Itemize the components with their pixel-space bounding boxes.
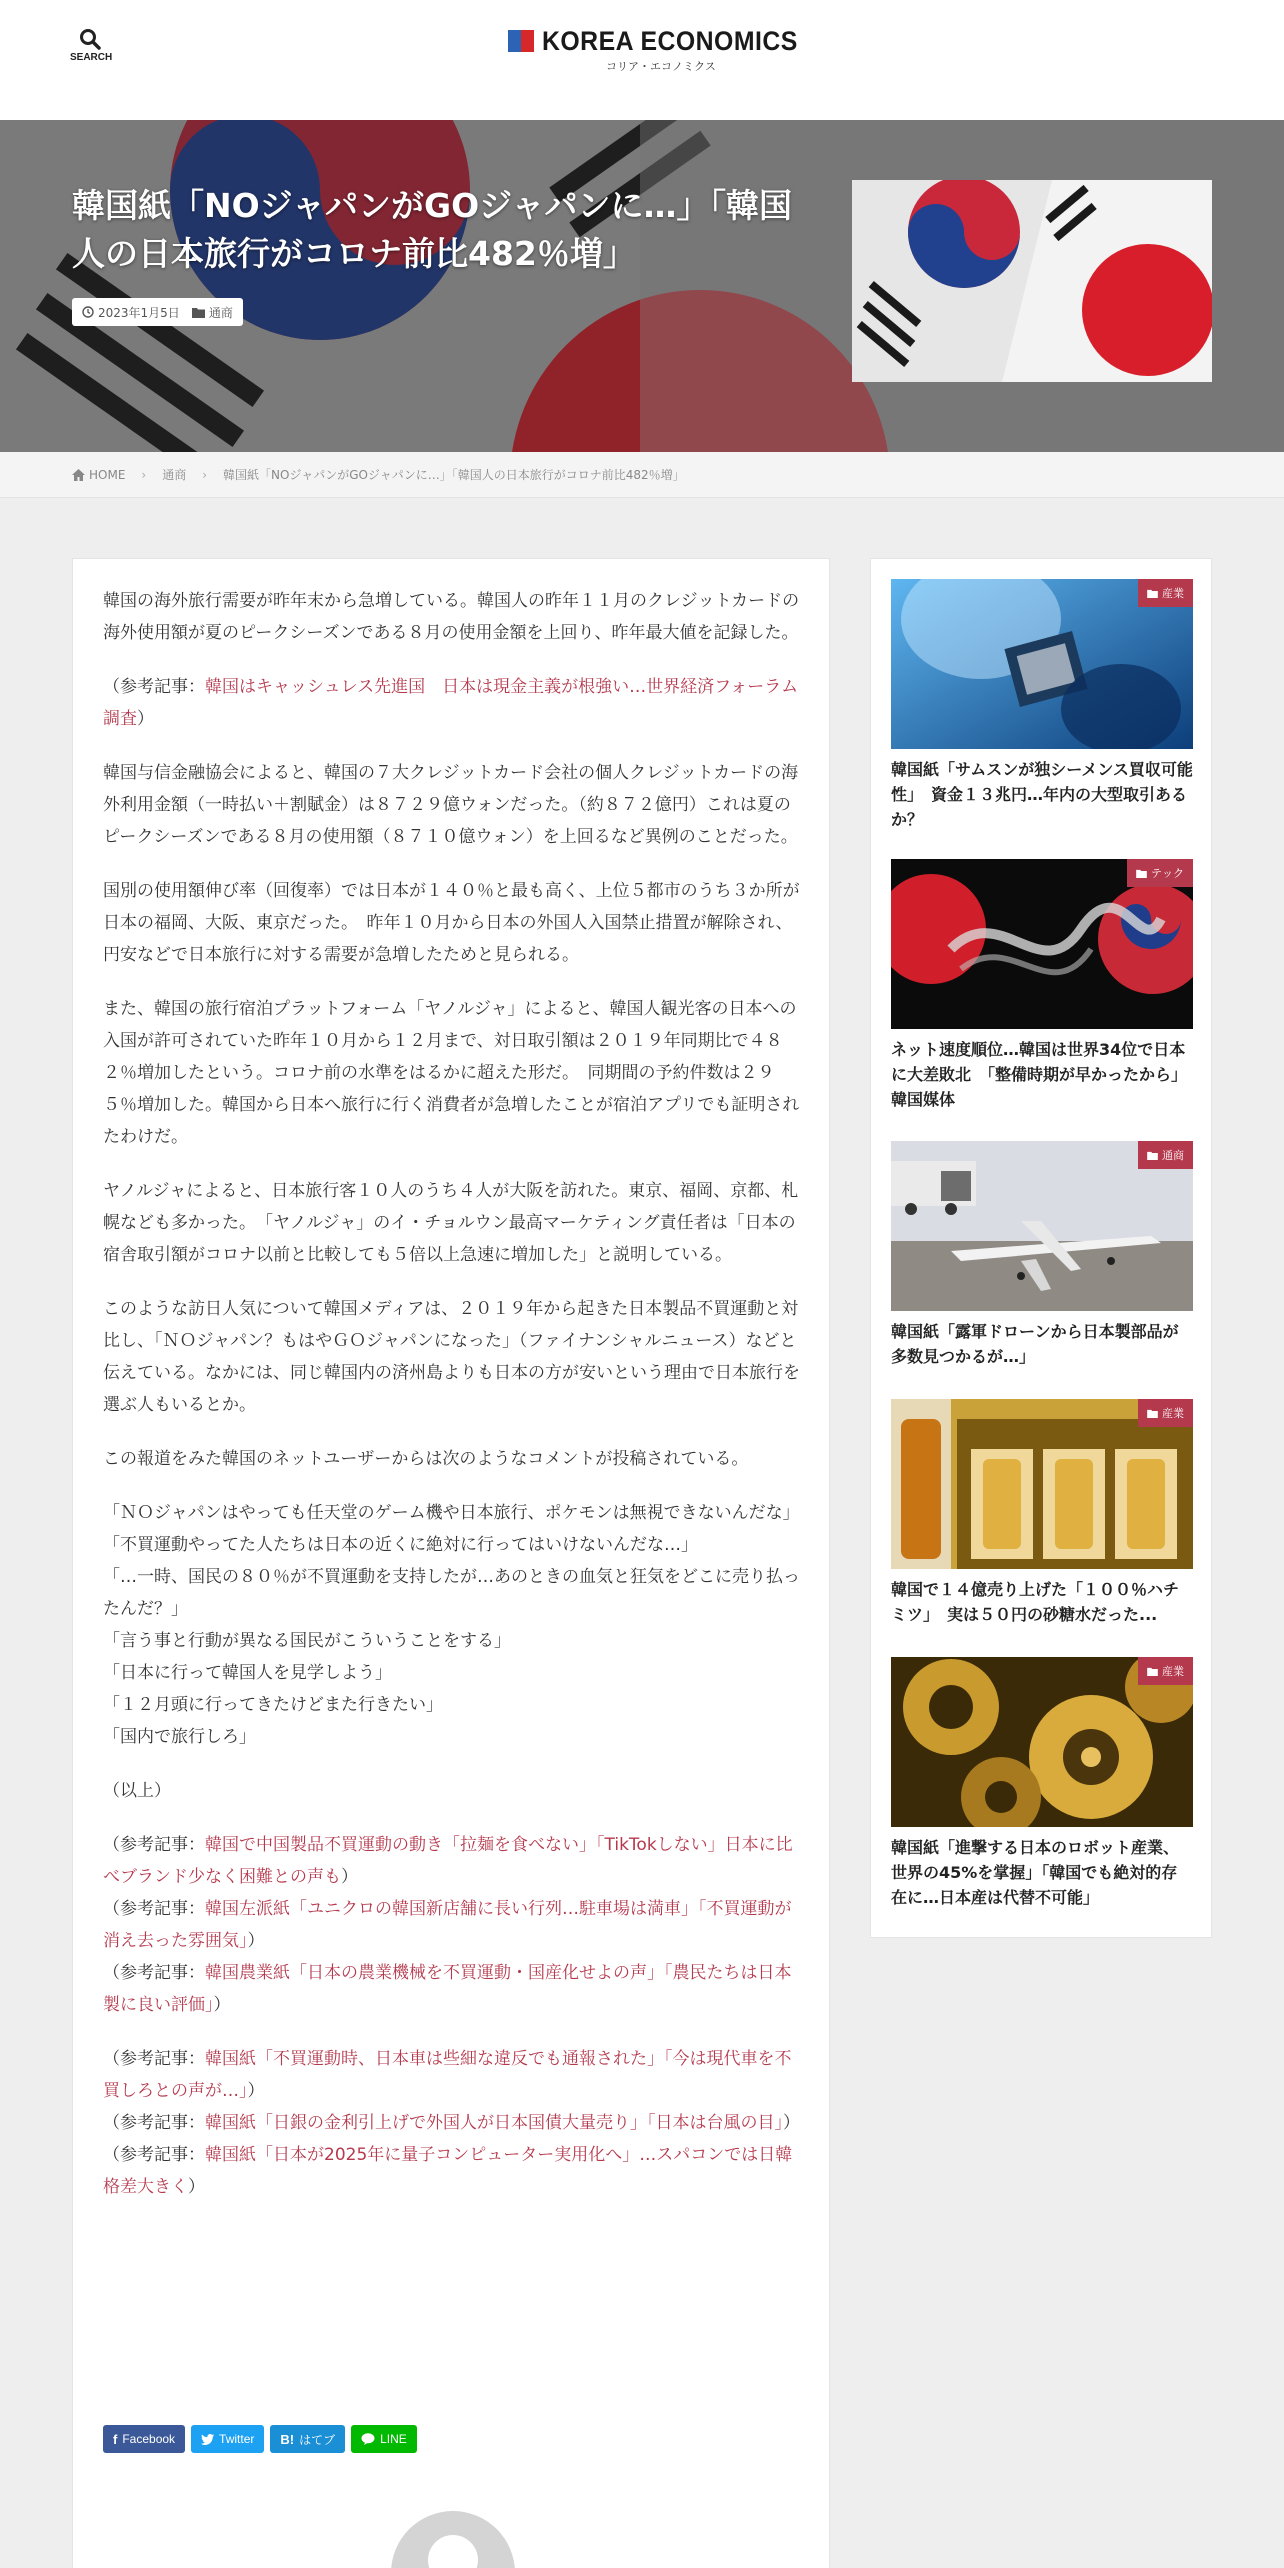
sidebar-post-card[interactable] bbox=[891, 1399, 1193, 1627]
share-line-button[interactable] bbox=[351, 2425, 417, 2453]
article-hero bbox=[0, 120, 1284, 452]
comment-list bbox=[103, 1497, 803, 1753]
ref-close: ） bbox=[247, 2081, 265, 2101]
breadcrumb-home[interactable] bbox=[72, 468, 125, 482]
logo-subtitle: コリア・エコノミクス bbox=[606, 60, 716, 73]
post-thumbnail bbox=[891, 1657, 1193, 1827]
post-tag-label: 産業 bbox=[1162, 1407, 1184, 1420]
comment-item: 「１２月頭に行ってきたけどまた行きたい」 bbox=[103, 1695, 443, 1715]
post-title[interactable]: 韓国紙「進撃する日本のロボット産業、世界の45%を掌握」「韓国でも絶対的存在に…日本産は代替不可能」 bbox=[891, 1838, 1180, 1907]
article-content bbox=[103, 585, 803, 2225]
post-title[interactable]: 韓国紙「サムスンが独シーメンス買収可能性」 資金１３兆円…年内の大型取引あるか？ bbox=[891, 760, 1193, 829]
ref-label: （参考記事： bbox=[103, 2049, 205, 2069]
comment-item: 「不買運動やってた人たちは日本の近くに絶対に行ってはいけないんだな…」 bbox=[103, 1535, 698, 1555]
share-twitter-button[interactable] bbox=[191, 2425, 264, 2453]
share-hatena-button[interactable] bbox=[270, 2425, 345, 2453]
ref-close: ） bbox=[213, 1995, 231, 2015]
folder-icon bbox=[1147, 589, 1158, 598]
home-icon bbox=[72, 469, 85, 481]
article-thumbnail bbox=[852, 180, 1212, 382]
share-line-label: LINE bbox=[380, 2432, 407, 2446]
ref-label: （参考記事： bbox=[103, 1835, 205, 1855]
share-buttons bbox=[103, 2425, 417, 2453]
chevron-right-icon: › bbox=[141, 467, 147, 482]
post-thumbnail bbox=[891, 1141, 1193, 1311]
ref-close: ） bbox=[341, 1867, 358, 1887]
search-button[interactable] bbox=[70, 28, 113, 72]
post-title[interactable]: ネット速度順位…韓国は世界34位で日本に大差敗北 「整備時期が早かったから」韓国媒体 bbox=[891, 1040, 1188, 1109]
clock-icon bbox=[82, 306, 94, 318]
author-avatar[interactable] bbox=[391, 2511, 515, 2568]
post-date bbox=[82, 304, 180, 321]
sidebar-post-card[interactable] bbox=[891, 1141, 1193, 1369]
reference-link[interactable]: 韓国左派紙「ユニクロの韓国新店舗に長い行列…駐車場は満車」「不買運動が消え去った雰囲気」 bbox=[103, 1899, 792, 1951]
sidebar-post-card[interactable] bbox=[891, 859, 1193, 1112]
site-logo[interactable] bbox=[508, 26, 798, 74]
share-hatena-label: はてブ bbox=[299, 2432, 336, 2447]
reference-link[interactable]: 韓国紙「日銀の金利引上げで外国人が日本国債大量売り」「日本は台風の目」 bbox=[205, 2113, 783, 2133]
comment-item: 「…一時、国民の８０％が不買運動を支持したが…あのときの血気と狂気をどこに売り払ったんだ？」 bbox=[103, 1567, 800, 1619]
post-tag-label: 通商 bbox=[1162, 1149, 1184, 1162]
breadcrumb-category[interactable]: 通商 bbox=[162, 468, 187, 482]
post-thumbnail bbox=[891, 859, 1193, 1029]
post-thumbnail bbox=[891, 579, 1193, 749]
post-tag-label: 産業 bbox=[1162, 1665, 1184, 1678]
post-category-tag bbox=[1127, 859, 1193, 887]
article-paragraph: 韓国与信金融協会によると、韓国の７大クレジットカード会社の個人クレジットカードの海外利用金額（一時払い＋割賦金）は８７２９億ウォンだった。（約８７２億円）これは夏のピークシーズンである８月の使用額（８７１０億ウォン）を上回るなど異例のことだった。 bbox=[103, 763, 799, 847]
folder-icon bbox=[1147, 1667, 1158, 1676]
post-category[interactable] bbox=[192, 304, 233, 321]
sidebar-post-card[interactable] bbox=[891, 579, 1193, 832]
post-thumbnail bbox=[891, 1399, 1193, 1569]
ref-label: （参考記事： bbox=[103, 1899, 205, 1919]
post-category-text: 通商 bbox=[208, 305, 233, 320]
sidebar-popular-posts bbox=[870, 558, 1212, 1938]
post-category-tag bbox=[1138, 579, 1193, 607]
article-title: 韓国紙「NOジャパンがGOジャパンに…」「韓国人の日本旅行がコロナ前比482％増」 bbox=[72, 186, 792, 273]
article-body-card bbox=[72, 558, 830, 2568]
twitter-icon bbox=[201, 2434, 214, 2445]
flag-logo-icon bbox=[508, 30, 534, 52]
comment-item: 「言う事と行動が異なる国民がこういうことをする」 bbox=[103, 1631, 511, 1651]
logo-title: KOREA ECONOMICS bbox=[542, 26, 798, 56]
ref-label: （参考記事： bbox=[103, 1963, 205, 1983]
post-category-tag bbox=[1138, 1141, 1193, 1169]
post-tag-label: 産業 bbox=[1162, 587, 1184, 600]
avatar-head-icon bbox=[428, 2535, 478, 2568]
reference-group bbox=[103, 2043, 803, 2203]
reference-link-block bbox=[103, 671, 803, 735]
folder-icon bbox=[192, 307, 205, 318]
facebook-icon: f bbox=[113, 2431, 118, 2447]
reference-link[interactable]: 韓国紙「日本が2025年に量子コンピューター実用化へ」…スパコンでは日韓格差大きく bbox=[103, 2145, 793, 2197]
breadcrumb bbox=[0, 452, 1284, 498]
post-tag-label: テック bbox=[1151, 867, 1184, 880]
ref-label: （参考記事： bbox=[103, 2145, 205, 2165]
site-header bbox=[0, 0, 1284, 120]
comment-item: 「ＮＯジャパンはやっても任天堂のゲーム機や日本旅行、ポケモンは無視できないんだな」 bbox=[103, 1503, 800, 1523]
ref-close: ） bbox=[783, 2113, 800, 2133]
ref-close: ） bbox=[247, 1931, 265, 1951]
article-paragraph: 韓国の海外旅行需要が昨年末から急増している。韓国人の昨年１１月のクレジットカードの海外使用額が夏のピークシーズンである８月の使用金額を上回り、昨年最大値を記録した。 bbox=[103, 591, 800, 643]
post-category-tag bbox=[1138, 1399, 1193, 1427]
article-paragraph: このような訪日人気について韓国メディアは、２０１９年から起きた日本製品不買運動と対比し、「ＮＯジャパン？もはやＧＯジャパンになった」（ファイナンシャルニュース）などと伝えている。なかには、同じ韓国内の済州島よりも日本の方が安いという理由で日本旅行を選ぶ人もいるとか。 bbox=[103, 1299, 800, 1415]
reference-group bbox=[103, 1829, 803, 2021]
chevron-right-icon: › bbox=[202, 467, 208, 482]
article-paragraph: この報道をみた韓国のネットユーザーからは次のようなコメントが投稿されている。 bbox=[103, 1449, 749, 1469]
ref-label: （参考記事： bbox=[103, 677, 205, 697]
reference-link[interactable]: 韓国で中国製品不買運動の動き「拉麺を食べない」「TikTokしない」日本に比べブランド少なく困難との声も bbox=[103, 1835, 793, 1887]
reference-link[interactable]: 韓国はキャッシュレス先進国 日本は現金主義が根強い…世界経済フォーラム調査 bbox=[103, 677, 799, 729]
reference-link[interactable]: 韓国紙「不買運動時、日本車は些細な違反でも通報された」「今は現代車を不買しろとの声が…」 bbox=[103, 2049, 792, 2101]
share-twitter-label: Twitter bbox=[219, 2432, 255, 2446]
line-icon bbox=[361, 2433, 375, 2445]
article-paragraph: 国別の使用額伸び率（回復率）では日本が１４０％と最も高く、上位５都市のうち３か所が日本の福岡、大阪、東京だった。 昨年１０月から日本の外国人入国禁止措置が解除され、円安などで日本旅行に対する需要が急増したためと見られる。 bbox=[103, 881, 800, 965]
ref-label: （参考記事： bbox=[103, 2113, 205, 2133]
article-end: （以上） bbox=[103, 1781, 171, 1801]
post-title[interactable]: 韓国紙「露軍ドローンから日本製部品が多数見つかるが…」 bbox=[891, 1322, 1179, 1366]
folder-icon bbox=[1147, 1151, 1158, 1160]
breadcrumb-current: 韓国紙「NOジャパンがGOジャパンに…」「韓国人の日本旅行がコロナ前比482％増」 bbox=[223, 468, 685, 482]
folder-icon bbox=[1136, 869, 1147, 878]
ref-close: ） bbox=[137, 709, 154, 729]
share-facebook-label: Facebook bbox=[122, 2432, 176, 2446]
ref-close: ） bbox=[188, 2177, 205, 2197]
breadcrumb-home-label: HOME bbox=[89, 467, 126, 482]
hatena-icon: B! bbox=[280, 2431, 295, 2447]
post-title[interactable]: 韓国で１４億売り上げた「１００％ハチミツ」 実は５０円の砂糖水だった... bbox=[891, 1580, 1180, 1624]
folder-icon bbox=[1147, 1409, 1158, 1418]
search-icon bbox=[79, 28, 101, 50]
post-date-text: 2023年1月5日 bbox=[98, 305, 180, 320]
sidebar-post-card[interactable] bbox=[891, 1657, 1193, 1910]
search-label: SEARCH bbox=[70, 52, 113, 63]
article-paragraph: ヤノルジャによると、日本旅行客１０人のうち４人が大阪を訪れた。東京、福岡、京都、札幌なども多かった。 「ヤノルジャ」のイ・チョルウン最高マーケティング責任者は「日本の宿舎取引額がコロナ以前と比較しても５倍以上急速に増加した」と説明している。 bbox=[103, 1181, 799, 1265]
comment-item: 「国内で旅行しろ」 bbox=[103, 1727, 256, 1747]
article-meta bbox=[72, 298, 243, 326]
article-paragraph: また、韓国の旅行宿泊プラットフォーム「ヤノルジャ」によると、韓国人観光客の日本への入国が許可されていた昨年１０月から１２月まで、対日取引額は２０１９年同期比で４８２％増加したという。コロナ前の水準をはるかに超えた形だ。 同期間の予約件数は２９５％増加した。韓国から日本へ旅行に行く消費者が急増したことが宿泊アプリでも証明されたわけだ。 bbox=[103, 999, 800, 1147]
post-category-tag bbox=[1138, 1657, 1193, 1685]
comment-item: 「日本に行って韓国人を見学しよう」 bbox=[103, 1663, 392, 1683]
share-facebook-button[interactable] bbox=[103, 2425, 185, 2453]
reference-link[interactable]: 韓国農業紙「日本の農業機械を不買運動・国産化せよの声」「農民たちは日本製に良い評価」 bbox=[103, 1963, 792, 2015]
